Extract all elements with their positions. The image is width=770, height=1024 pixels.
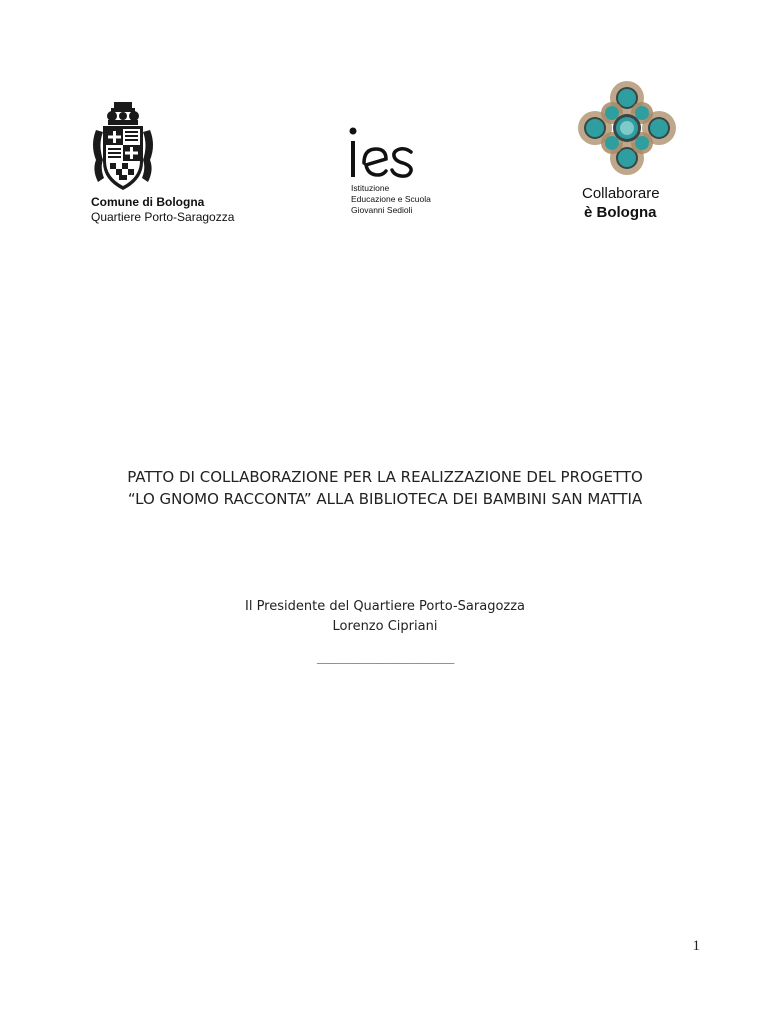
- collaborare-logo-line-2: è Bologna: [584, 204, 657, 221]
- signature-line: _______________________: [316, 650, 454, 664]
- signer-role: Il Presidente del Quartiere Porto-Saragozza: [244, 599, 526, 614]
- document-title-line-2: “LO GNOMO RACCONTA” ALLA BIBLIOTECA DEI BAMBINI SAN MATTIA: [127, 490, 643, 508]
- ies-logo: [336, 125, 456, 235]
- page-number: 1: [692, 938, 700, 954]
- comune-di-bologna-logo: [88, 100, 268, 230]
- comune-logo-title: Comune di Bologna: [91, 195, 205, 209]
- collaborare-logo-line-1: Collaborare: [582, 185, 660, 202]
- ies-logo-line-2: Educazione e Scuola: [351, 194, 431, 204]
- document-title-line-1: PATTO DI COLLABORAZIONE PER LA REALIZZAZIONE DEL PROGETTO: [127, 468, 643, 486]
- collaborare-rosette-icon: [570, 78, 690, 178]
- ies-logo-line-1: Istituzione: [351, 183, 390, 193]
- ies-wordmark-icon: [336, 125, 426, 181]
- signer-name: Lorenzo Cipriani: [332, 619, 438, 634]
- collaborare-e-bologna-logo: [570, 78, 690, 228]
- bologna-coat-of-arms-icon: [88, 100, 158, 195]
- comune-logo-subtitle: Quartiere Porto-Saragozza: [91, 210, 235, 224]
- ies-logo-line-3: Giovanni Sedioli: [351, 205, 413, 215]
